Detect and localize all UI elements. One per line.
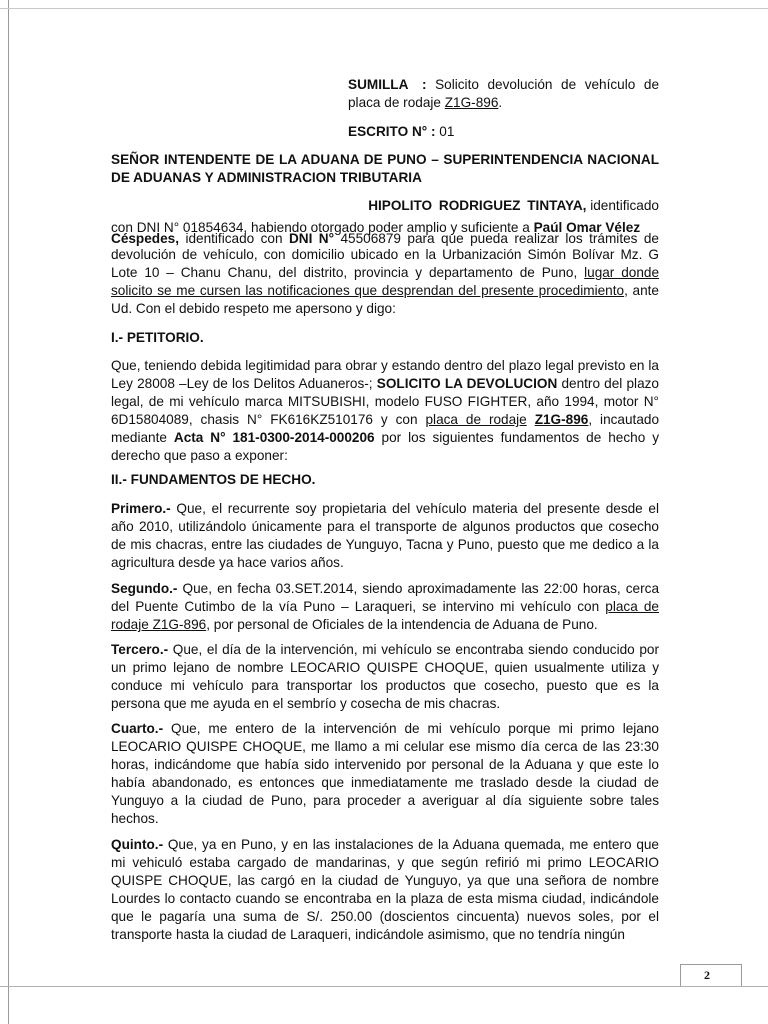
paragraph-quinto: Quinto.- Que, ya en Puno, y en las instalaciones de la Aduana quemada, me entero que mi vehiculó estaba cargado de mandarinas, y que según refirió mi primo LEOCARIO QUISPE CHOQUE, las cargó en la ciudad de Yunguyo, ya que una señora de nombre Lourdes lo contacto cuando se encontraba en la plaza de esta misma ciudad, indicándole que le pagaría una suma de S/. 250.00 (doscientos cincuenta) nuevos soles, por el transporte hasta la ciudad de Laraqueri, indicándole asimismo, que no tendría ningún xyxy=(111,837,659,942)
page-edge-top xyxy=(0,8,768,9)
intro-ident: identificado xyxy=(590,198,659,213)
sumilla-text: Solicito devolución de vehículo de placa de rodaje xyxy=(348,77,660,110)
intro-line-dni: con DNI N° 01854634, habiendo otorgado poder amplio y suficiente a Paúl Omar Vélez xyxy=(111,220,641,235)
applicant-name: HIPOLITO RODRIGUEZ TINTAYA, xyxy=(368,198,587,213)
addressee: SEÑOR INTENDENTE DE LA ADUANA DE PUNO – SUPERINTENDENCIA NACIONAL DE ADUANAS Y ADMINISTRACION TRIBUTARIA xyxy=(111,152,659,185)
petitorio-plate: Z1G-896 xyxy=(534,412,589,427)
proxy-name: Paúl Omar Vélez xyxy=(533,220,641,235)
intro-line-cespedes: Céspedes, identificado con DNI N° 45506879 para que pueda realizar los trámites de xyxy=(111,231,659,246)
page-bottom-rule xyxy=(0,986,768,987)
paragraph-tercero: Tercero.- Que, el día de la intervención, mi vehículo se encontraba siendo conducido por un primo lejano de nombre LEOCARIO QUISPE CHOQUE, quien usualmente utiliza y conduce mi vehículo para transportar los productos que cosecho, puesto que es la persona que me ayuda en el sembrío y cosecha de mis chacras. xyxy=(111,642,659,711)
escrito-number: 01 xyxy=(439,124,455,139)
proxy-dni: 45506879 xyxy=(340,231,401,246)
intro-line-1 xyxy=(111,197,659,215)
page-edge xyxy=(8,0,9,1024)
escrito-label: ESCRITO N° : xyxy=(348,124,436,139)
paragraph-primero: Primero.- Que, el recurrente soy propietaria del vehículo materia del presente desde el año 2010, utilizándolo únicamente para el transporte de algunos productos que cosecho de mis chacras, entre las ciudades de Yunguyo, Tacna y Puno, puesto que me dedico a la agricultura desde ya hace varios años. xyxy=(111,501,659,570)
escrito-line xyxy=(348,123,659,141)
paragraph-segundo: Segundo.- Que, en fecha 03.SET.2014, siendo aproximadamente las 22:00 horas, cerca del Puente Cutimbo de la vía Puno – Laraqueri, se intervino mi vehículo con placa de rodaje Z1G-896, por personal de Oficiales de la intendencia de Aduana de Puno. xyxy=(111,581,660,632)
paragraph-cuarto: Cuarto.- Que, me entero de la intervención de mi vehículo porque mi primo lejano LEOCARIO QUISPE CHOQUE, me llamo a mi celular ese mismo día cerca de las 23:30 horas, indicándome que había sido intervenido por personal de la Aduana y que este lo había abandonado, es entonces que inmediatamente me traslado desde la ciudad de Yunguyo a la ciudad de Puno, para proceder a averiguar al día siguiente sobre tales hechos. xyxy=(111,721,659,826)
sumilla-block: SUMILLA : Solicito devolución de vehículo de placa de rodaje Z1G-896. xyxy=(348,77,660,110)
heading-petitorio: I.- PETITORIO. xyxy=(111,330,204,345)
petitorio-body: Que, teniendo debida legitimidad para obrar y estando dentro del plazo legal previsto en la Ley 28008 –Ley de los Delitos Aduaneros-; SOLICITO LA DEVOLUCION dentro del plazo legal, de mi vehículo marca MITSUBISHI, modelo FUSO FIGHTER, año 1994, motor N° 6D15804089, chasis N° FK616KZ510176 y con placa de rodaje Z1G-896, incautado mediante Acta N° 181-0300-2014-000206 por los siguientes fundamentos de hecho y derecho que paso a exponer: xyxy=(111,358,660,463)
sumilla-sep: : xyxy=(422,77,427,92)
intro-body: devolución de vehículo, con domicilio ubicado en la Urbanización Simón Bolívar Mz. G Lote 10 – Chanu Chanu, del distrito, provincia y departamento de Puno, lugar donde solicito se me cursen las notificaciones que desprendan del presente procedimiento, ante Ud. Con el debido respeto me apersono y digo: xyxy=(111,247,660,316)
acta-number: Acta N° 181-0300-2014-000206 xyxy=(173,430,375,445)
notification-clause: lugar donde solicito se me cursen las notificaciones que desprendan del presente procedimiento xyxy=(111,265,660,298)
heading-fundamentos: II.- FUNDAMENTOS DE HECHO. xyxy=(111,472,316,487)
sumilla-label: SUMILLA xyxy=(348,77,409,92)
sumilla-plate: Z1G-896 xyxy=(444,95,499,110)
page-number: 2 xyxy=(704,968,710,982)
